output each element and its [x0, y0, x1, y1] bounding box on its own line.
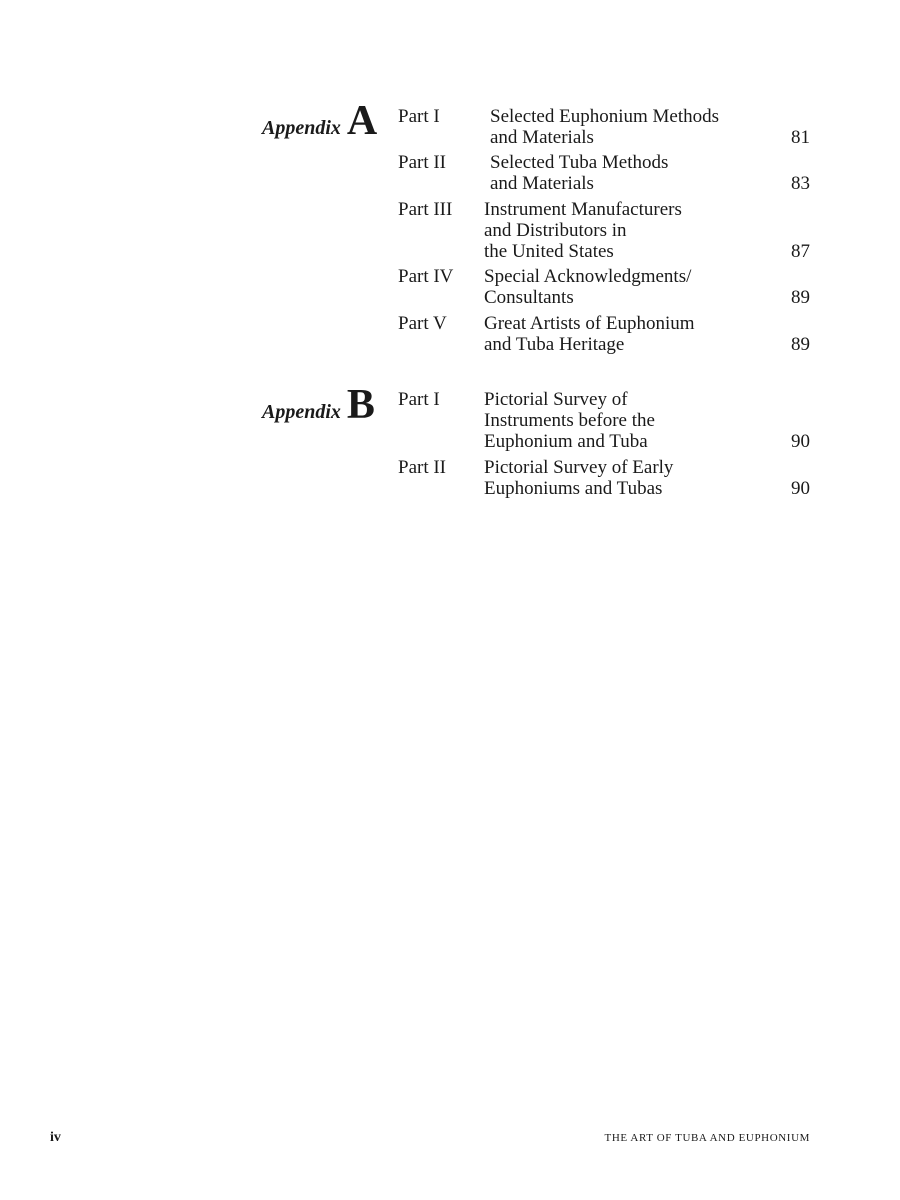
appendix-word: Appendix: [262, 117, 341, 139]
part-label: Part II: [398, 152, 447, 173]
appendix-letter: B: [346, 382, 375, 428]
title-line: Euphoniums and Tubas: [484, 478, 663, 499]
entry-title: [484, 266, 691, 308]
entry-title: [484, 199, 682, 262]
title-line: and Materials: [490, 173, 594, 194]
page-number: 90: [791, 431, 810, 452]
title-line: Selected Tuba Methods: [490, 152, 669, 173]
page-number: 90: [791, 478, 810, 499]
entry-title: [484, 313, 695, 355]
title-line: and Materials: [490, 127, 594, 148]
part-label: Part I: [398, 106, 440, 127]
entry-title: [484, 457, 673, 499]
title-line: Pictorial Survey of Early: [484, 457, 674, 478]
title-line: Instruments before the: [484, 410, 655, 431]
title-line: and Distributors in: [484, 220, 627, 241]
appendix-word: Appendix: [262, 401, 341, 423]
appendix-a-label: [262, 100, 377, 142]
part-label: Part I: [398, 389, 440, 410]
appendix-letter: A: [346, 98, 378, 144]
title-line: and Tuba Heritage: [484, 334, 625, 355]
title-line: the United States: [484, 241, 614, 262]
part-label: Part II: [398, 457, 447, 478]
title-line: Pictorial Survey of: [484, 389, 628, 410]
page-number: 87: [791, 241, 810, 262]
part-label: Part III: [398, 199, 453, 220]
page-number: 83: [791, 173, 810, 194]
page-number: 89: [791, 287, 810, 308]
title-line: Euphonium and Tuba: [484, 431, 648, 452]
title-line: Instrument Manufacturers: [484, 199, 682, 220]
page-folio: iv: [50, 1130, 61, 1145]
title-line: Great Artists of Euphonium: [484, 313, 695, 334]
appendix-b-label: [262, 384, 375, 426]
entry-title: [490, 152, 668, 194]
part-label: Part IV: [398, 266, 454, 287]
page-number: 89: [791, 334, 810, 355]
title-line: Selected Euphonium Methods: [490, 106, 720, 127]
entry-title: [490, 106, 719, 148]
page-number: 81: [791, 127, 810, 148]
entry-title: [484, 389, 655, 452]
running-title: THE ART OF TUBA AND EUPHONIUM: [604, 1132, 810, 1144]
title-line: Special Acknowledgments/: [484, 266, 692, 287]
title-line: Consultants: [484, 287, 574, 308]
part-label: Part V: [398, 313, 447, 334]
